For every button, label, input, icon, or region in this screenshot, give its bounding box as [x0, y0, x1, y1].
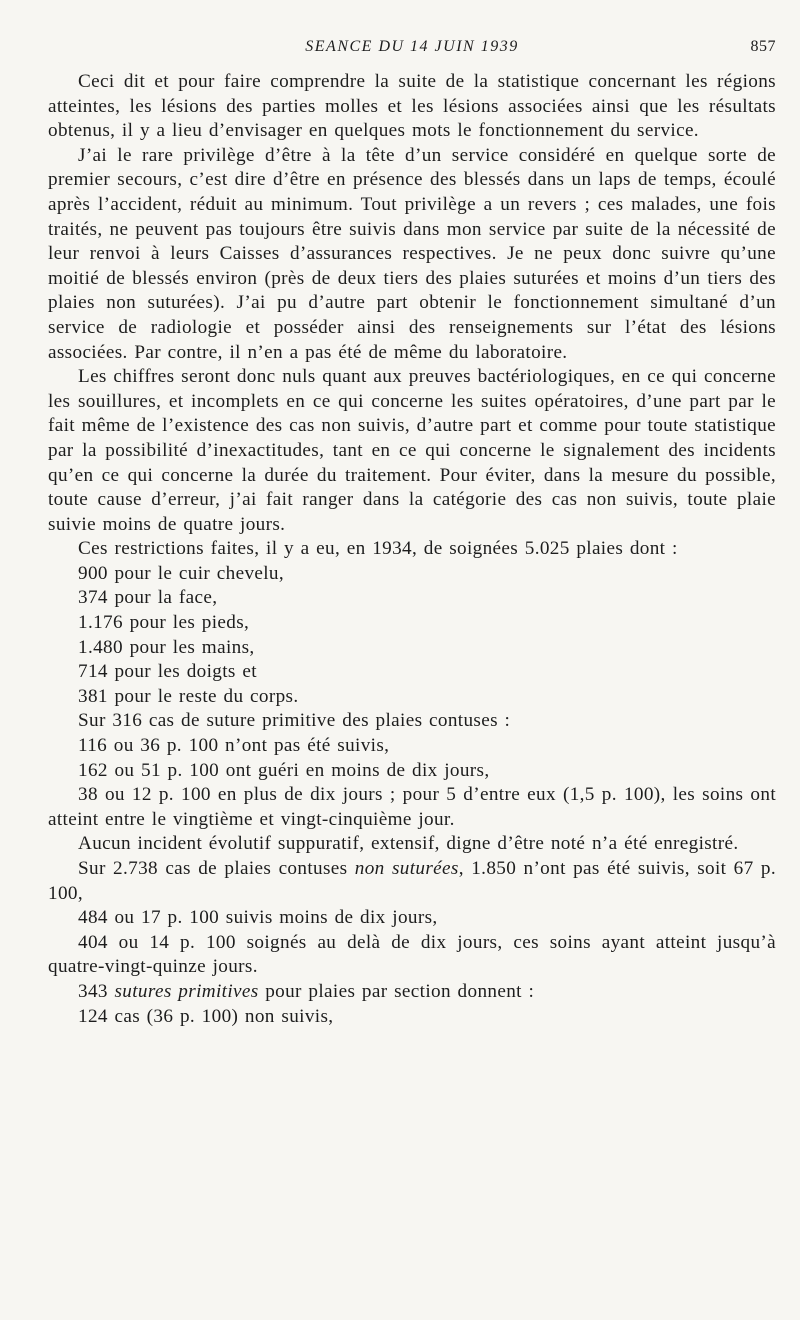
- list-item-region: 714 pour les doigts et: [78, 661, 257, 683]
- text-run: , 1.850 n’ont pas été suivis, soit 67 p. 100,: [48, 858, 776, 904]
- body-text: [48, 70, 776, 1029]
- text-run: Sur 2.738 cas de plaies contuses: [78, 858, 355, 879]
- running-header: [48, 38, 776, 70]
- emphasis-non-suturees: non suturées: [354, 858, 459, 879]
- paragraph-figures: Les chiffres seront donc nuls quant aux preuves bactériologiques, en ce qui concerne les souillures, et incomplets en ce qui concerne les suites opératoires, d’une part par le fait même de l’existence des cas non suivis, d’autre part et comme pour toute statistique par la possibilité d’inexactitudes, tant en ce qui concerne le signalement des incidents qu’en ce qui concerne la durée du traitement. Pour éviter, dans la mesure du possible, toute cause d’erreur, j’ai fait ranger dans la catégorie des cas non suivis, toute plaie suivie moins de quatre jours.: [48, 366, 776, 535]
- emphasis-sutures-primitives: sutures primitives: [114, 980, 259, 1002]
- line-healed-under-ten-days: 162 ou 51 p. 100 ont guéri en moins de dix jours,: [78, 759, 490, 781]
- line-cases-not-followed: 124 cas (36 p. 100) non suivis,: [78, 1005, 334, 1027]
- line-sutures-primitives: [48, 980, 776, 1005]
- paragraph-suture-primitive: Sur 316 cas de suture primitive des plaies contuses :: [78, 710, 511, 732]
- list-item-region: 374 pour la face,: [78, 587, 218, 609]
- text-run: pour plaies par section donnent :: [258, 980, 535, 1002]
- running-title: SEANCE DU 14 JUIN 1939: [305, 38, 519, 55]
- line-followed-under-ten-days: 484 ou 17 p. 100 suivis moins de dix jours,: [78, 907, 438, 929]
- list-item-region: 1.480 pour les mains,: [78, 636, 255, 658]
- paragraph-restrictions: Ces restrictions faites, il y a eu, en 1934, de soignées 5.025 plaies dont :: [78, 538, 678, 560]
- list-item-region: 900 pour le cuir chevelu,: [78, 562, 285, 584]
- list-item-region: 381 pour le reste du corps.: [78, 685, 299, 707]
- paragraph-service: J’ai le rare privilège d’être à la tête d’un service considéré en quelque sorte de premier secours, c’est dire d’être en présence des blessés dans un laps de temps, écoulé après l’accident, réduit au minimum. Tout privilège a un revers ; ces malades, une fois traités, ne peuvent pas toujours être suivis dans mon service par suite de la nécessité de leur renvoi à leurs Caisses d’assurances respectives. Je ne peux donc suivre qu’une moitié de blessés environ (près de deux tiers des plaies suturées et moins d’un tiers des plaies non suturées). J’ai pu d’autre part obtenir le fonctionnement simultané d’un service de radiologie et posséder ainsi des renseignements sur l’état des lésions associées. Par contre, il n’en a pas été de même du laboratoire.: [48, 144, 776, 363]
- paragraph-over-ten-days: 38 ou 12 p. 100 en plus de dix jours ; pour 5 d’entre eux (1,5 p. 100), les soins ont atteint entre le vingtième et vingt-cinquième jour.: [48, 784, 776, 830]
- paragraph-non-sutured: [48, 857, 776, 906]
- paragraph-intro: Ceci dit et pour faire comprendre la suite de la statistique concernant les régions atteintes, les lésions des parties molles et les lésions associées ainsi que les résultats obtenus, il y a lieu d’envisager en quelques mots le fonctionnement du service.: [48, 71, 776, 142]
- page-number: 857: [750, 38, 776, 55]
- paragraph-no-incident: Aucun incident évolutif suppuratif, extensif, digne d’être noté n’a été enregistré.: [78, 833, 739, 855]
- list-item-region: 1.176 pour les pieds,: [78, 612, 250, 634]
- paragraph-beyond-ten-days: 404 ou 14 p. 100 soignés au delà de dix jours, ces soins ayant atteint jusqu’à quatre-vingt-quinze jours.: [48, 931, 776, 978]
- line-not-followed: 116 ou 36 p. 100 n’ont pas été suivis,: [78, 735, 390, 757]
- text-run: 343: [78, 980, 115, 1002]
